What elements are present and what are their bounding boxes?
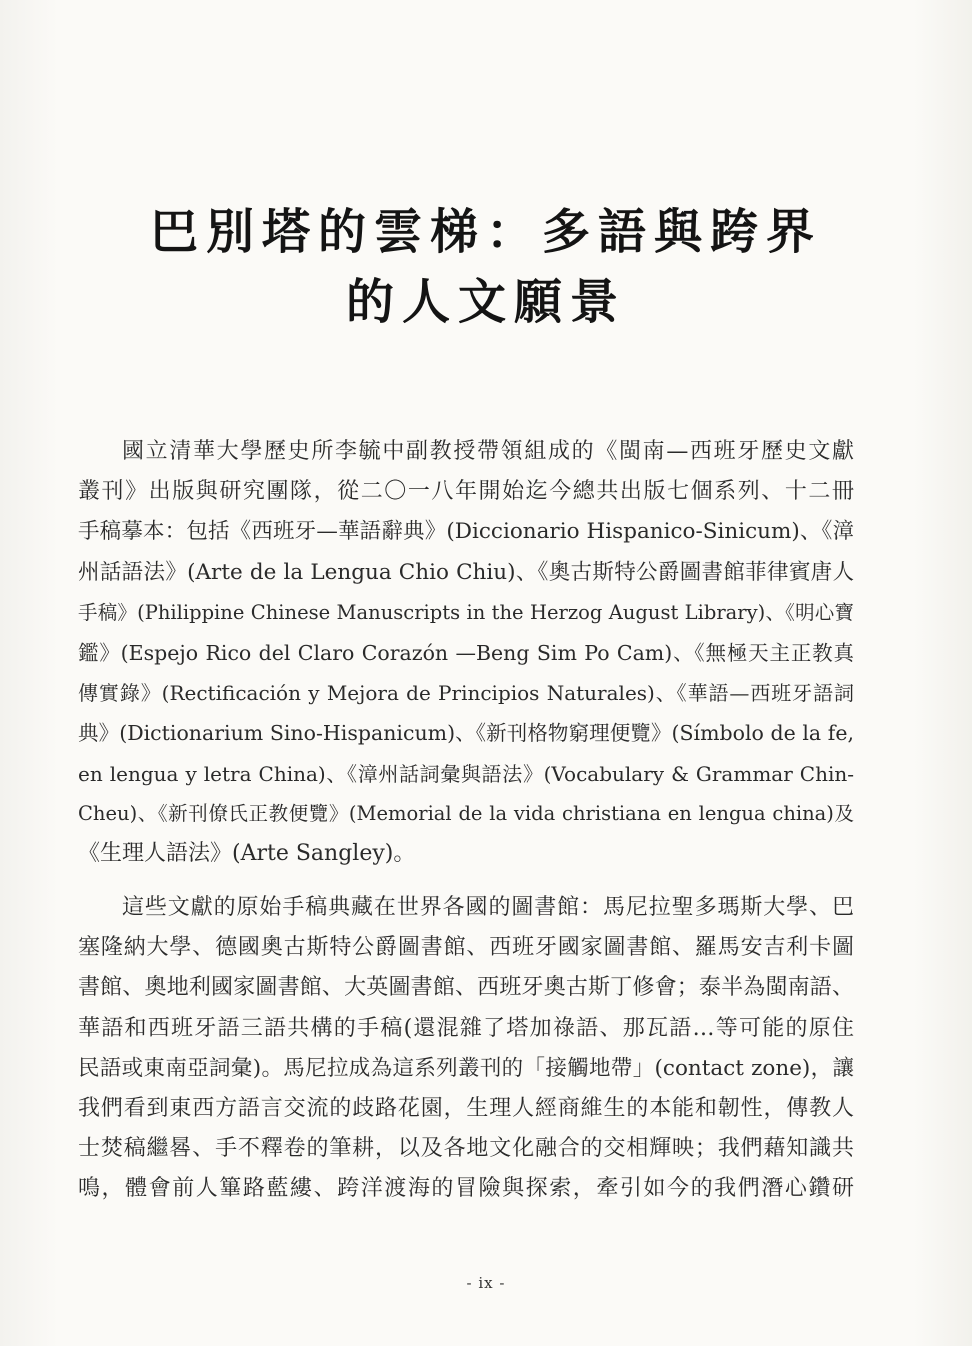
paragraph-line: 塞隆納大學、德國奧古斯特公爵圖書館、西班牙國家圖書館、羅馬安吉利卡圖 xyxy=(78,935,854,961)
paragraph-line: 書館、奧地利國家圖書館、大英圖書館、西班牙奧古斯丁修會；泰半為閩南語、 xyxy=(78,975,854,1001)
paragraph-line: 手稿摹本：包括《西班牙—華語辭典》(Diccionario Hispanico-Sinicum)、《漳 xyxy=(78,519,854,545)
paragraph-line: Cheu)、《新刊僚氏正教便覽》(Memorial de la vida christiana en lengua china)及 xyxy=(78,801,854,825)
paragraph-line: 州話語法》(Arte de la Lengua Chio Chiu)、《奧古斯特公爵圖書館菲律賓唐人 xyxy=(78,559,854,585)
paragraph-line: 士焚稿繼晷、手不釋卷的筆耕，以及各地文化融合的交相輝映；我們藉知識共 xyxy=(78,1136,854,1162)
paragraph-line: 國立清華大學歷史所李毓中副教授帶領組成的《閩南—西班牙歷史文獻 xyxy=(122,439,854,464)
paragraph-line: 這些文獻的原始手稿典藏在世界各國的圖書館：馬尼拉聖多瑪斯大學、巴 xyxy=(122,895,854,920)
body-paragraph-2 xyxy=(78,888,854,1210)
paragraph-line: 鑑》(Espejo Rico del Claro Corazón —Beng Sim Po Cam)、《無極天主正教真 xyxy=(78,641,854,666)
paragraph-line: 叢刊》出版與研究團隊，從二〇一八年開始迄今總共出版七個系列、十二冊 xyxy=(78,479,854,505)
paragraph-line: 《生理人語法》(Arte Sangley)。 xyxy=(78,841,416,867)
paragraph-line: en lengua y letra China)、《漳州話詞彙與語法》(Vocabulary & Grammar Chin- xyxy=(78,761,854,786)
paragraph-line: 我們看到東西方語言交流的歧路花園，生理人經商維生的本能和韌性，傳教人 xyxy=(78,1096,854,1122)
chapter-title-line-1: 巴別塔的雲梯：多語與跨界 xyxy=(149,204,822,260)
paragraph-line: 典》(Dictionarium Sino-Hispanicum)、《新刊格物窮理便覽》(Símbolo de la fe, xyxy=(78,721,854,746)
paragraph-line: 鳴，體會前人篳路藍縷、跨洋渡海的冒險與探索，牽引如今的我們潛心鑽研 xyxy=(78,1176,854,1202)
page-number: - ix - xyxy=(466,1274,506,1292)
chapter-title-line-2: 的人文願景 xyxy=(345,274,626,330)
paragraph-line: 手稿》(Philippine Chinese Manuscripts in the Herzog August Library)、《明心寶 xyxy=(78,600,854,624)
paragraph-line: 華語和西班牙語三語共構的手稿(還混雜了塔加祿語、那瓦語…等可能的原住 xyxy=(78,1015,854,1041)
paragraph-line: 傳實錄》(Rectificación y Mejora de Principios Naturales)、《華語—西班牙語詞 xyxy=(78,681,854,706)
paragraph-line: 民語或東南亞詞彙)。馬尼拉成為這系列叢刊的「接觸地帶」(contact zone)，讓 xyxy=(78,1055,854,1081)
body-paragraph-1 xyxy=(78,432,854,874)
